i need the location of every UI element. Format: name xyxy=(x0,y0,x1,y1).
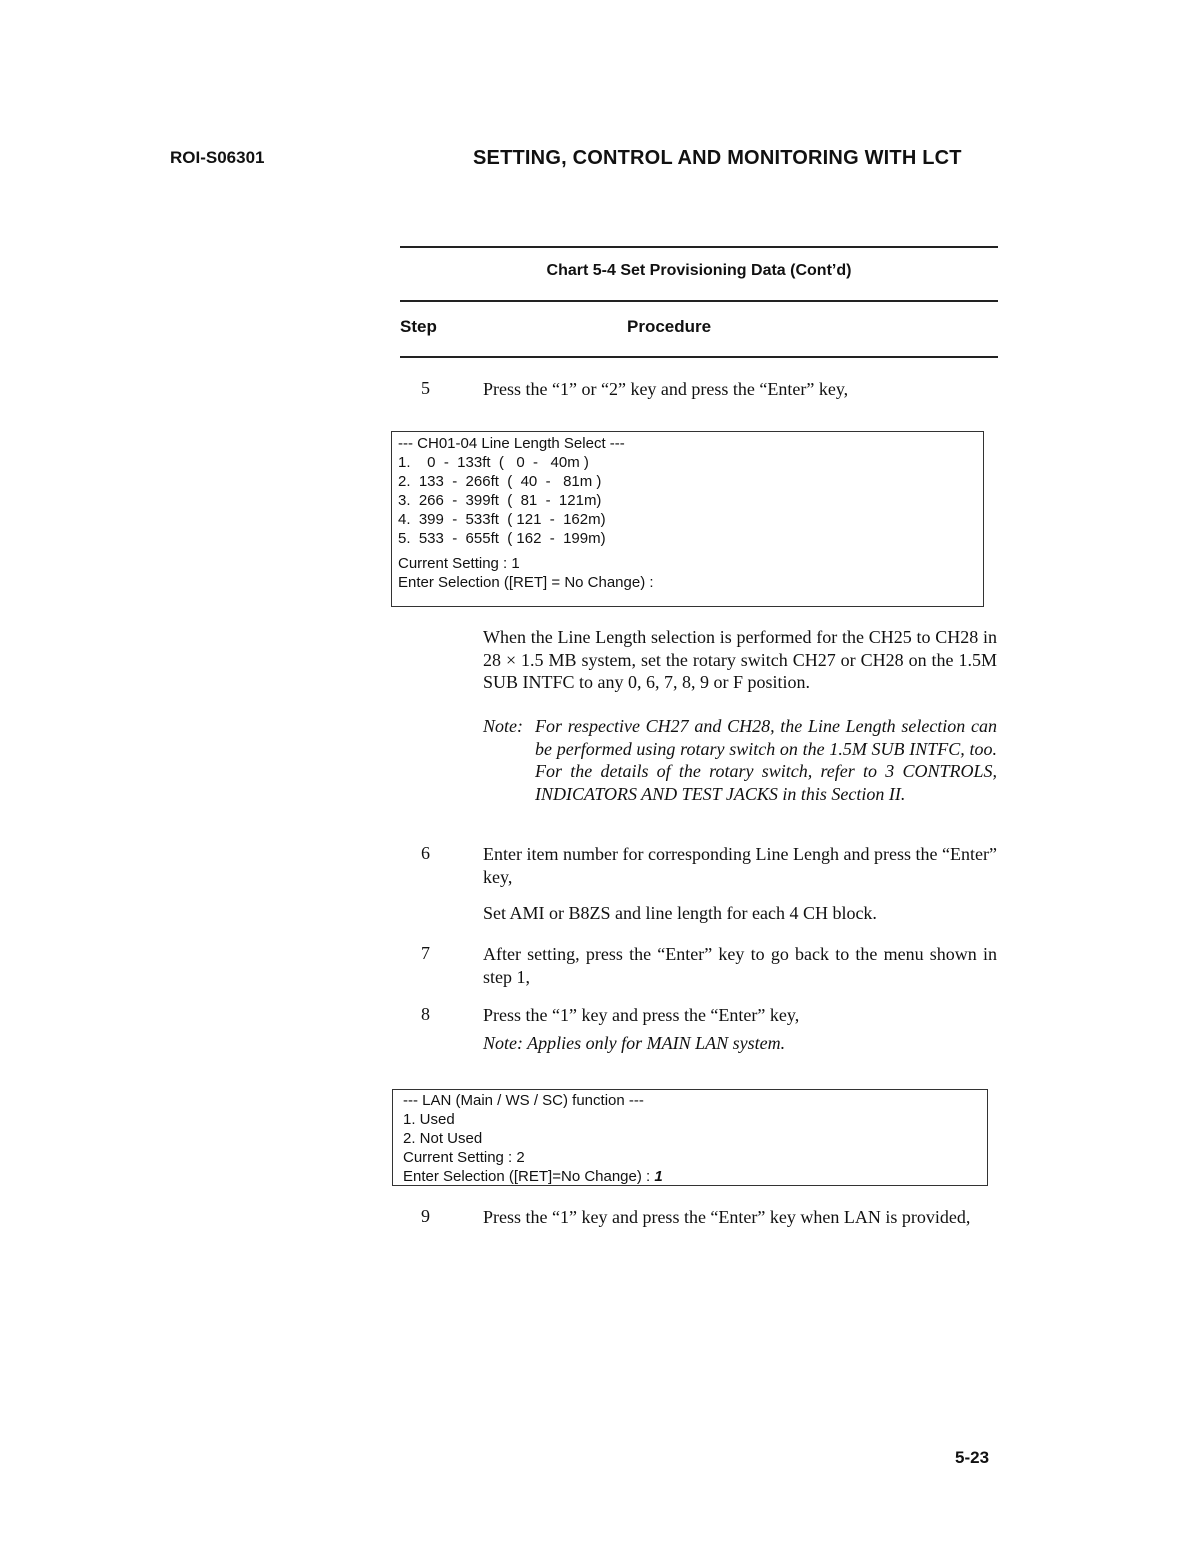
chart-title: Chart 5-4 Set Provisioning Data (Cont’d) xyxy=(546,262,852,279)
page-number: 5-23 xyxy=(955,1448,990,1467)
step-note: Note: Applies only for MAIN LAN system. xyxy=(483,1033,786,1053)
step-number: 8 xyxy=(421,1004,430,1024)
top-rule xyxy=(400,246,998,248)
screen-prompt: Enter Selection ([RET] = No Change) : xyxy=(398,574,654,591)
step-text: After setting, press the “Enter” key to go back to the menu shown in step 1, xyxy=(483,944,997,987)
step-number: 5 xyxy=(421,378,430,398)
screen-title: --- CH01-04 Line Length Select --- xyxy=(398,435,625,452)
step-subtext: Set AMI or B8ZS and line length for each 4 CH block. xyxy=(483,903,877,923)
note-rotary-switch xyxy=(483,715,997,805)
step-text: Enter item number for corresponding Line Lengh and press the “Enter” key, xyxy=(483,844,997,887)
note-text: For respective CH27 and CH28, the Line Length selection can be performed using rotary switch on the 1.5M SUB INTFC, too. For the details of the rotary switch, refer to 3 CONTROLS, INDICATORS AND TEST JACKS in this Section II. xyxy=(535,716,997,804)
column-header-procedure: Procedure xyxy=(627,317,712,336)
step-text: Press the “1” or “2” key and press the “Enter” key, xyxy=(483,379,849,399)
screen-prompt-line xyxy=(403,1167,977,1186)
note-label: Note: xyxy=(483,716,523,736)
paragraph-line-length: When the Line Length selection is performed for the CH25 to CH28 in 28 × 1.5 MB system, set the rotary switch CH27 or CH28 on the 1.5M SUB INTFC to any 0, 6, 7, 8, 9 or F position. xyxy=(483,627,997,692)
title-rule xyxy=(400,300,998,302)
screen-option: 4. 399 - 533ft ( 121 - 162m) xyxy=(398,511,606,528)
step-text: Press the “1” key and press the “Enter” key when LAN is provided, xyxy=(483,1207,971,1227)
step-number: 6 xyxy=(421,843,430,863)
screen-option: 1. 0 - 133ft ( 0 - 40m ) xyxy=(398,454,589,471)
screen-option: 3. 266 - 399ft ( 81 - 121m) xyxy=(398,492,602,509)
screen-current-setting: Current Setting : 2 xyxy=(403,1149,525,1166)
step-number: 9 xyxy=(421,1206,430,1226)
terminal-screen-lan-function xyxy=(392,1089,988,1186)
screen-option: 1. Used xyxy=(403,1111,455,1128)
screen-prompt: Enter Selection ([RET]=No Change) : xyxy=(403,1168,655,1185)
document-id: ROI-S06301 xyxy=(170,148,265,167)
screen-option: 5. 533 - 655ft ( 162 - 199m) xyxy=(398,530,606,547)
screen-current-setting: Current Setting : 1 xyxy=(398,555,520,572)
screen-option: 2. Not Used xyxy=(403,1130,483,1147)
step-number: 7 xyxy=(421,943,430,963)
column-header-step: Step xyxy=(400,317,437,336)
header-rule xyxy=(400,356,998,358)
page-header-title: SETTING, CONTROL AND MONITORING WITH LCT xyxy=(473,147,962,169)
step-text: Press the “1” key and press the “Enter” key, xyxy=(483,1005,800,1025)
screen-option: 2. 133 - 266ft ( 40 - 81m ) xyxy=(398,473,602,490)
screen-title: --- LAN (Main / WS / SC) function --- xyxy=(403,1092,644,1109)
screen-typed-input: 1 xyxy=(654,1168,663,1185)
terminal-screen-line-length xyxy=(391,431,984,607)
